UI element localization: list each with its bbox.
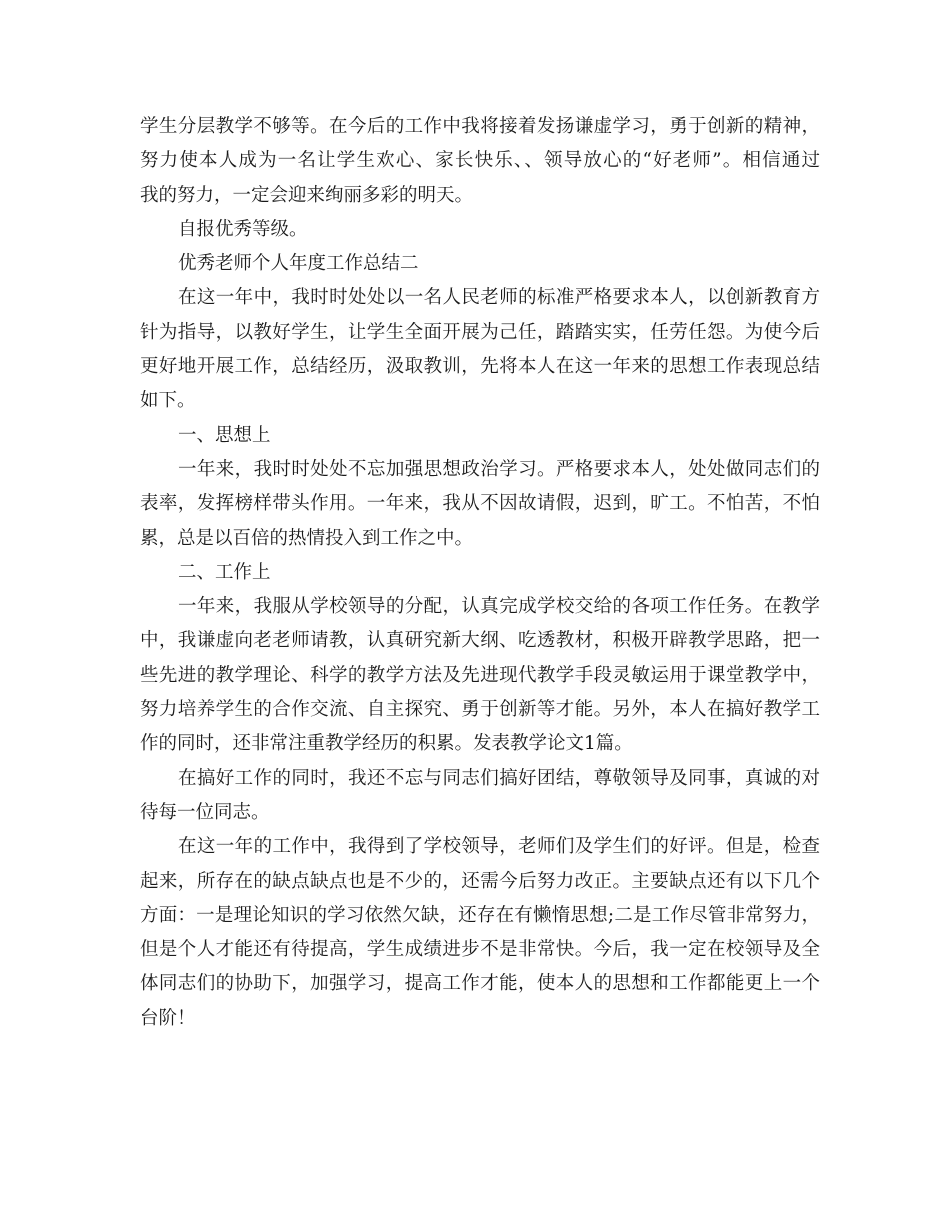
text-line: 如下。 [140, 390, 196, 412]
text-line: 作的同时，还非常注重教学经历的积累。发表教学论文1篇。 [140, 733, 633, 755]
text-line: 起来，所存在的缺点缺点也是不少的，还需今后努力改正。主要缺点还有以下几个 [140, 870, 820, 892]
document-body [140, 110, 820, 1036]
text-line: 一年来，我时时处处不忘加强思想政治学习。严格要求本人，处处做同志们的 [178, 458, 820, 480]
text-line: 在这一年中，我时时处处以一名人民老师的标准严格要求本人，以创新教育方 [178, 287, 820, 309]
text-line: 学生分层教学不够等。在今后的工作中我将接着发扬谦虚学习，勇于创新的精神， [140, 116, 820, 137]
text-line: 一年来，我服从学校领导的分配，认真完成学校交给的各项工作任务。在教学 [178, 596, 820, 618]
section-heading: 二、工作上 [178, 561, 271, 583]
text-line: 但是个人才能还有待提高，学生成绩进步不是非常快。今后，我一定在校领导及全 [140, 939, 820, 961]
text-line: 台阶！ [140, 1007, 196, 1029]
section-heading: 一、思想上 [178, 424, 271, 446]
text-line: 累，总是以百倍的热情投入到工作之中。 [140, 527, 474, 549]
text-line: 努力培养学生的合作交流、自主探究、勇于创新等才能。另外，本人在搞好教学工 [140, 699, 820, 721]
text-line: 中，我谦虚向老老师请教，认真研究新大纲、吃透教材，积极开辟教学思路，把一 [140, 630, 820, 652]
text-line: 自报优秀等级。 [178, 218, 308, 240]
text-line: 在这一年的工作中，我得到了学校领导，老师们及学生们的好评。但是，检查 [178, 836, 820, 858]
text-line: 待每一位同志。 [140, 801, 270, 823]
text-line: 体同志们的协助下，加强学习，提高工作才能，使本人的思想和工作都能更上一个 [140, 973, 820, 995]
text-line: 些先进的教学理论、科学的教学方法及先进现代教学手段灵敏运用于课堂教学中， [140, 664, 820, 686]
text-line: 表率，发挥榜样带头作用。一年来，我从不因故请假，迟到，旷工。不怕苦，不怕 [140, 493, 820, 515]
text-line: 针为指导，以教好学生，让学生全面开展为己任，踏踏实实，任劳任怨。为使今后 [140, 321, 820, 343]
text-line: 我的努力，一定会迎来绚丽多彩的明天。 [140, 184, 474, 206]
text-line: 努力使本人成为一名让学生欢心、家长快乐、、领导放心的“好老师”。相信通过 [140, 150, 820, 172]
section-title: 优秀老师个人年度工作总结二 [178, 253, 419, 275]
text-line: 更好地开展工作，总结经历，汲取教训，先将本人在这一年来的思想工作表现总结 [140, 356, 820, 378]
text-line: 方面：一是理论知识的学习依然欠缺，还存在有懒惰思想;二是工作尽管非常努力， [140, 904, 820, 926]
text-line: 在搞好工作的同时，我还不忘与同志们搞好团结，尊敬领导及同事，真诚的对 [178, 767, 820, 789]
